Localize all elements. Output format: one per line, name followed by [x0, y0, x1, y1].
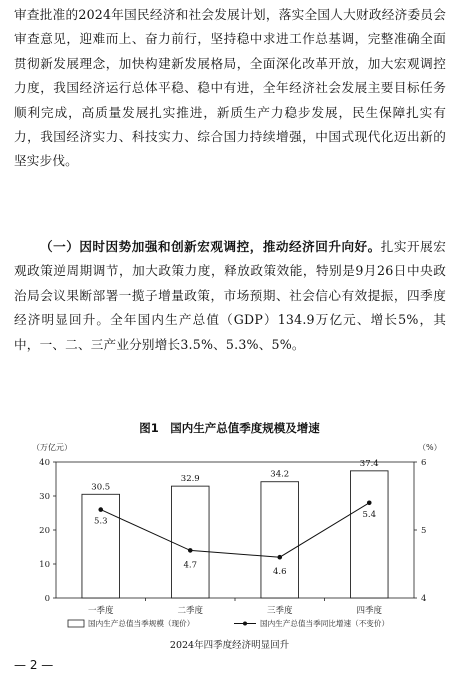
growth-value-label-1: 5.3	[93, 516, 108, 527]
paragraph-2	[14, 235, 446, 357]
paragraph-2-lead: （一）因时因势加强和创新宏观调控，推动经济回升向好。	[40, 239, 381, 254]
bar-value-label-1: 30.5	[91, 482, 111, 493]
growth-value-label-4: 5.4	[362, 509, 377, 520]
growth-value-label-3: 4.6	[272, 567, 287, 578]
legend-bar-label: 国内生产总值当季规模（现价）	[88, 619, 195, 628]
growth-point-3	[277, 555, 282, 560]
bar-value-label-3: 34.2	[270, 469, 290, 480]
bar-2	[171, 486, 209, 598]
left-axis-tick-label: 10	[39, 560, 50, 570]
paragraph-1: 审查批准的2024年国民经济和社会发展计划，落实全国人大财政经济委员会审查意见，迎难而上、奋力前行，坚持稳中求进工作总基调，完整准确全面贯彻新发展理念，加快构建新发展格局，全面深化改革开放，加大宏观调控力度，我国经济运行总体平稳、稳中有进，全年经济社会发展主要目标任务顺利完成，高质量发展扎实推进，新质生产力稳步发展，民生保障扎实有力，我国经济实力、科技实力、综合国力持续增强，中国式现代化迈出新的坚实步伐。	[14, 7, 446, 169]
category-label-2: 二季度	[177, 606, 204, 616]
chart-caption: 2024年四季度经济明显回升	[169, 640, 290, 651]
left-axis-tick-label: 0	[44, 594, 50, 604]
category-label-3: 三季度	[266, 606, 293, 616]
left-axis-unit: （万亿元）	[32, 443, 72, 452]
right-axis-tick-label: 4	[421, 594, 427, 604]
growth-point-2	[188, 548, 193, 553]
bar-value-label-2: 32.9	[180, 474, 200, 485]
gdp-quarterly-chart	[0, 436, 459, 656]
category-label-1: 一季度	[87, 606, 114, 616]
right-axis-tick-label: 6	[421, 458, 427, 468]
right-axis-unit: （%）	[418, 443, 442, 452]
bar-value-label-4: 37.4	[359, 458, 379, 469]
category-label-4: 四季度	[356, 606, 383, 616]
page-number: — 2 —	[14, 658, 54, 672]
growth-line	[101, 503, 370, 557]
legend-bar-swatch	[68, 620, 84, 627]
figure-title: 图1 国内生产总值季度规模及增速	[139, 421, 320, 435]
bar-4	[350, 471, 388, 598]
left-axis-tick-label: 20	[39, 526, 50, 536]
growth-point-1	[98, 507, 103, 512]
paragraph-2-body: 扎实开展宏观政策逆周期调节，加大政策力度，释放政策效能，特别是9月26日中央政治局会议果断部署一揽子增量政策，市场预期、社会信心有效提振，四季度经济明显回升。全年国内生产总值（GDP）134.9万亿元、增长5%，其中，一、二、三产业分别增长3.5%、5.3%、5%。	[14, 239, 447, 352]
legend-line-label: 国内生产总值当季同比增速（不变价）	[260, 619, 390, 628]
bar-3	[261, 482, 299, 598]
growth-value-label-2: 4.7	[183, 560, 198, 571]
right-axis-tick-label: 5	[421, 526, 427, 536]
left-axis-tick-label: 40	[39, 458, 50, 468]
left-axis-tick-label: 30	[39, 492, 50, 502]
growth-point-4	[367, 501, 372, 506]
legend-line-marker	[243, 622, 247, 626]
